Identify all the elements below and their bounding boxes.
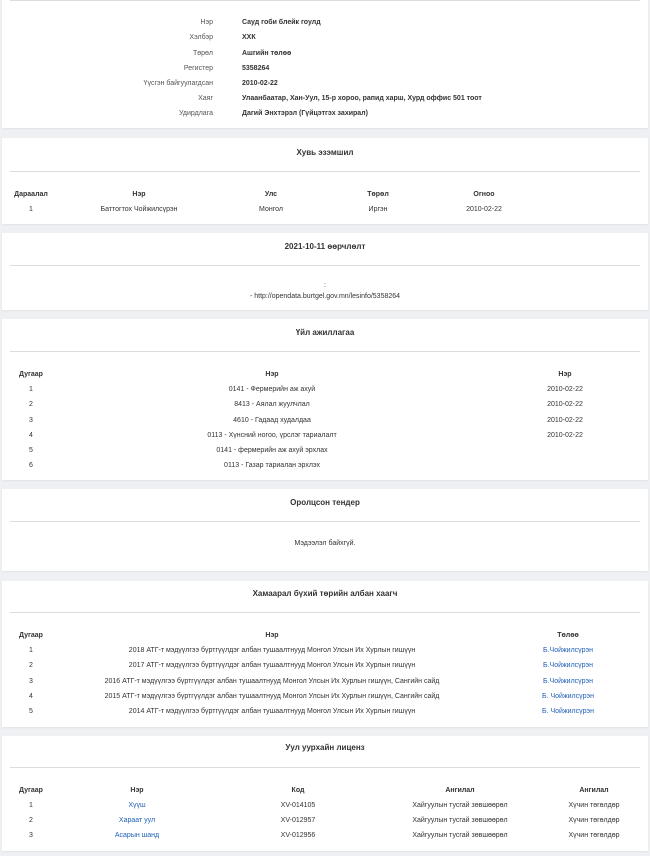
table-row xyxy=(2,692,648,702)
table-cell: 1 xyxy=(29,206,33,213)
info-row-type xyxy=(2,49,648,59)
info-label: Регистер xyxy=(183,65,213,72)
license-link[interactable]: Асарын шанд xyxy=(114,832,160,839)
table-row xyxy=(2,707,648,717)
table-row xyxy=(2,461,648,471)
table-cell: 2 xyxy=(29,817,33,824)
col-header: Улс xyxy=(264,191,278,198)
table-row xyxy=(2,661,648,671)
info-row-management xyxy=(2,109,648,119)
table-cell: Хүчин төгөлдөр xyxy=(568,832,620,839)
table-cell: 0113 - Хүнсний ногоо, үрслэг тариалалт xyxy=(207,432,337,439)
table-cell: 3 xyxy=(29,417,33,424)
table-row xyxy=(2,416,648,426)
table-cell: XV-012956 xyxy=(280,832,316,839)
official-link[interactable]: Б.Чойжилсүрэн xyxy=(542,678,593,685)
table-cell: Баттогтох Чойжилсүрэн xyxy=(100,206,178,213)
col-header: Нэр xyxy=(558,371,572,378)
section-divider xyxy=(10,521,640,522)
col-header: Нэр xyxy=(130,787,144,794)
table-cell: Хүчин төгөлдөр xyxy=(568,802,620,809)
officials-card xyxy=(2,581,648,727)
ownership-title: Хувь эзэмшил xyxy=(296,148,354,157)
table-cell: 3 xyxy=(29,678,33,685)
licenses-header-row xyxy=(2,786,648,796)
col-header: Төлөө xyxy=(557,632,579,639)
changes-source-link[interactable]: - http://opendata.burtgel.gov.mn/lesinfo/5358264 xyxy=(249,293,401,300)
activity-title: Үйл ажиллагаа xyxy=(295,328,355,337)
info-label: Төрөл xyxy=(192,50,213,57)
table-cell: 2010-02-22 xyxy=(547,432,583,439)
col-header: Дугаар xyxy=(19,787,43,794)
section-divider xyxy=(10,265,640,266)
top-divider xyxy=(10,0,640,1)
table-cell: Монгол xyxy=(259,206,283,213)
license-link[interactable]: Хараат уул xyxy=(118,817,156,824)
table-cell: 2010-02-22 xyxy=(547,386,583,393)
activity-card xyxy=(2,319,648,480)
table-cell: 2018 АТГ-т мэдүүлгээ бүртгүүлдэг албан тушаалтнууд Монгол Улсын Их Хурлын гишүүн xyxy=(128,647,416,654)
info-row-form xyxy=(2,33,648,43)
officials-header-row xyxy=(2,631,648,641)
info-row-name xyxy=(2,18,648,28)
table-row xyxy=(2,205,648,215)
info-row-founded xyxy=(2,79,648,89)
table-cell: 1 xyxy=(29,647,33,654)
col-header: Дугаар xyxy=(19,371,43,378)
license-link[interactable]: Хүүш xyxy=(128,802,146,809)
table-row xyxy=(2,431,648,441)
info-label: Хаяг xyxy=(198,95,213,102)
info-label: Удирдлага xyxy=(179,110,213,117)
table-cell: Хайгуулын тусгай зөвшөөрөл xyxy=(412,817,508,824)
table-cell: 2 xyxy=(29,401,33,408)
col-header: Ангилал xyxy=(579,787,609,794)
col-header: Нэр xyxy=(132,191,146,198)
table-cell: 4 xyxy=(29,693,33,700)
licenses-card xyxy=(2,736,648,851)
section-divider xyxy=(10,767,640,768)
table-cell: 6 xyxy=(29,462,33,469)
col-header: Ангилал xyxy=(445,787,475,794)
table-row xyxy=(2,400,648,410)
table-cell: 4 xyxy=(29,432,33,439)
official-link[interactable]: Б.Чойжилсүрэн xyxy=(542,662,593,669)
company-info-card xyxy=(2,0,648,128)
official-link[interactable]: Б. Чойжилсүрэн xyxy=(542,693,594,700)
table-cell: 2016 АТГ-т мэдүүлгээ бүртгүүлдэг албан тушаалтнууд Монгол Улсын Их Хурлын гишүүн, Сангийн сайд xyxy=(104,678,440,685)
info-label: Нэр xyxy=(200,19,213,26)
table-cell: 3 xyxy=(29,832,33,839)
info-value: ХХК xyxy=(242,34,256,41)
table-row xyxy=(2,831,648,841)
table-row xyxy=(2,801,648,811)
table-cell: 1 xyxy=(29,802,33,809)
table-cell: Хайгуулын тусгай зөвшөөрөл xyxy=(412,802,508,809)
changes-line-1: : xyxy=(324,282,326,289)
table-cell: 2017 АТГ-т мэдүүлгээ бүртгүүлдэг албан тушаалтнууд Монгол Улсын Их Хурлын гишүүн xyxy=(128,662,416,669)
table-cell: Иргэн xyxy=(368,206,388,213)
col-header: Нэр xyxy=(265,632,279,639)
table-cell: Хүчин төгөлдөр xyxy=(568,817,620,824)
table-cell: XV-012957 xyxy=(280,817,316,824)
section-divider xyxy=(10,351,640,352)
table-cell: 2010-02-22 xyxy=(547,401,583,408)
ownership-header-row xyxy=(2,190,648,200)
table-row xyxy=(2,446,648,456)
col-header: Дараалал xyxy=(14,191,48,198)
col-header: Нэр xyxy=(265,371,279,378)
section-divider xyxy=(10,171,640,172)
info-row-register xyxy=(2,64,648,74)
info-label: Хэлбэр xyxy=(189,34,213,41)
officials-title: Хамаарал бүхий төрийн албан хаагч xyxy=(252,589,398,598)
info-value: Улаанбаатар, Хан-Уул, 15-р хороо, рапид харш, Хурд оффис 501 тоот xyxy=(242,95,482,102)
table-cell: 1 xyxy=(29,386,33,393)
ownership-card xyxy=(2,138,648,224)
activity-header-row xyxy=(2,370,648,380)
table-cell: 0141 - Фермерийн аж ахуй xyxy=(228,386,316,393)
table-cell: 2010-02-22 xyxy=(547,417,583,424)
info-value: 2010-02-22 xyxy=(242,80,278,87)
table-cell: 8413 - Аялал жуулчлал xyxy=(234,401,310,408)
col-header: Код xyxy=(291,787,305,794)
licenses-title: Уул уурхайн лиценз xyxy=(285,743,365,752)
table-row xyxy=(2,646,648,656)
table-cell: Хайгуулын тусгай зөвшөөрөл xyxy=(412,832,508,839)
table-cell: 0113 - Газар тариалан эрхлэх xyxy=(224,462,320,469)
info-row-address xyxy=(2,94,648,104)
table-cell: XV-014105 xyxy=(280,802,316,809)
table-cell: 5 xyxy=(29,708,33,715)
table-cell: 0141 - фермерийн аж ахуй эрхлах xyxy=(216,447,328,454)
section-divider xyxy=(10,612,640,613)
col-header: Огноо xyxy=(473,191,495,198)
tender-card xyxy=(2,489,648,571)
official-link[interactable]: Б. Чойжилсүрэн xyxy=(542,708,594,715)
changes-card xyxy=(2,233,648,310)
table-row xyxy=(2,816,648,826)
official-link[interactable]: Б.Чойжилсүрэн xyxy=(542,647,593,654)
table-cell: 5 xyxy=(29,447,33,454)
table-cell: 4610 - Гадаад худалдаа xyxy=(233,417,311,424)
info-value: Ашгийн төлөө xyxy=(242,50,292,57)
table-cell: 2 xyxy=(29,662,33,669)
table-cell: 2010-02-22 xyxy=(466,206,502,213)
info-value: 5358264 xyxy=(242,65,270,72)
changes-title: 2021-10-11 өөрчлөлт xyxy=(284,242,366,251)
info-value: Дагий Энхтэрэл (Гүйцэтгэх захирал) xyxy=(242,110,368,117)
info-label: Үүсгэн байгуулагдсан xyxy=(143,80,213,87)
empty-state: Мэдээлэл байхгүй. xyxy=(294,540,356,547)
info-value: Сауд гоби блейк гоулд xyxy=(242,19,321,26)
tender-title: Оролцсон тендер xyxy=(290,498,360,507)
table-cell: 2015 АТГ-т мэдүүлгээ бүртгүүлдэг албан тушаалтнууд Монгол Улсын Их Хурлын гишүүн, Сангийн сайд xyxy=(104,693,440,700)
table-row xyxy=(2,677,648,687)
table-row xyxy=(2,385,648,395)
table-cell: 2014 АТГ-т мэдүүлгээ бүртгүүлдэг албан тушаалтнууд Монгол Улсын Их Хурлын гишүүн xyxy=(128,708,416,715)
col-header: Төрөл xyxy=(367,191,389,198)
col-header: Дугаар xyxy=(19,632,43,639)
